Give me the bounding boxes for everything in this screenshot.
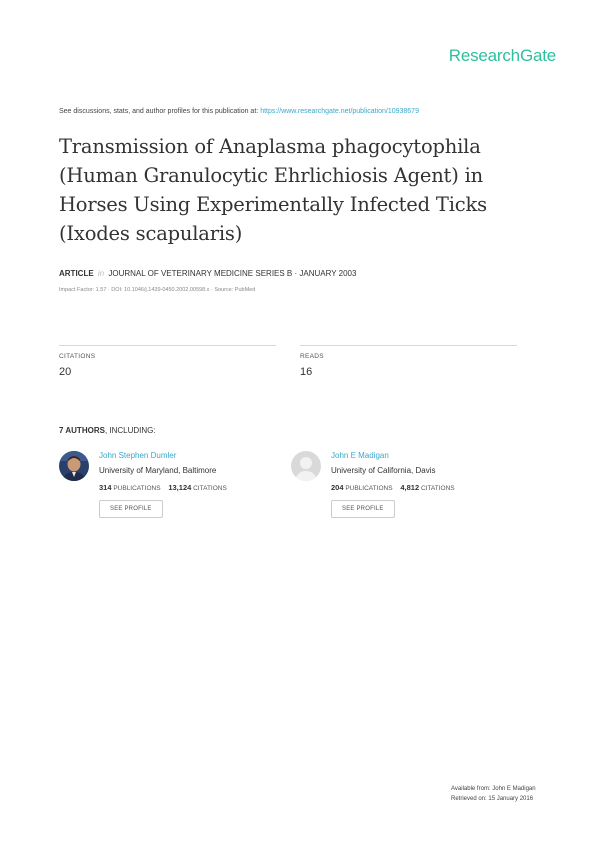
retrieval-footer (451, 784, 536, 804)
publication-url-link[interactable]: https://www.researchgate.net/publication/10938679 (260, 108, 419, 115)
publications-label: PUBLICATIONS (345, 485, 393, 492)
title-line: Transmission of Anaplasma phagocytophila (59, 135, 481, 158)
publication-title (59, 132, 529, 248)
see-profile-button[interactable]: SEE PROFILE (331, 500, 395, 518)
author-info (99, 451, 299, 518)
author-info (331, 451, 531, 518)
author-stats (99, 483, 299, 492)
publications-label: PUBLICATIONS (113, 485, 161, 492)
citations-value: 20 (59, 366, 72, 378)
author-publications-count: 204 (331, 483, 344, 492)
author-stats (331, 483, 531, 492)
authors-heading (59, 426, 156, 435)
author-name-link[interactable]: John Stephen Dumler (99, 451, 177, 460)
citations-label: CITATIONS (420, 485, 455, 492)
reads-stat (300, 345, 517, 378)
impact-line: Impact Factor: 1.57 · DOI: 10.1046/j.1439-0450.2002.00598.x · Source: PubMed (59, 287, 256, 293)
author-institution: University of Maryland, Baltimore (99, 466, 217, 475)
discussion-text: See discussions, stats, and author profiles for this publication at: (59, 108, 259, 115)
retrieved-on: Retrieved on: 15 January 2016 (451, 796, 534, 802)
author-placeholder-avatar[interactable] (291, 451, 321, 481)
citations-label: CITATIONS (59, 353, 96, 360)
title-line: Horses Using Experimentally Infected Ticks (59, 193, 487, 216)
reads-value: 16 (300, 366, 313, 378)
author-publications-count: 314 (99, 483, 112, 492)
researchgate-logo[interactable]: ResearchGate (448, 46, 556, 65)
see-profile-button[interactable]: SEE PROFILE (99, 500, 163, 518)
citations-stat (59, 345, 276, 378)
discussion-note (59, 108, 419, 115)
author-citations-count: 13,124 (168, 483, 192, 492)
reads-label: READS (300, 353, 324, 360)
publication-meta (59, 269, 356, 278)
author-photo-avatar[interactable] (59, 451, 89, 481)
in-word: in (97, 269, 105, 278)
publication-venue: JOURNAL OF VETERINARY MEDICINE SERIES B · JANUARY 2003 (108, 269, 357, 278)
author-name-link[interactable]: John E Madigan (331, 451, 389, 460)
person-photo-icon (59, 451, 89, 481)
citations-label: CITATIONS (193, 485, 227, 492)
author-citations-count: 4,812 (400, 483, 420, 492)
author-institution: University of California, Davis (331, 466, 436, 475)
authors-count: 7 AUTHORS (59, 426, 105, 435)
title-line: (Ixodes scapularis) (59, 222, 243, 245)
authors-heading-suffix: , INCLUDING: (104, 426, 156, 435)
publication-kind: ARTICLE (59, 269, 94, 278)
default-user-icon (291, 451, 321, 481)
available-from: Available from: John E Madigan (451, 786, 536, 792)
title-line: (Human Granulocytic Ehrlichiosis Agent) in (59, 164, 483, 187)
